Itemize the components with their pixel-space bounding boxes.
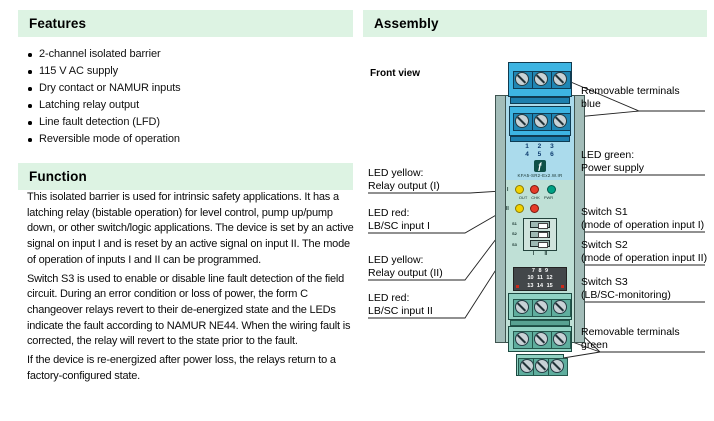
screw-terminal-icon <box>548 358 568 376</box>
label-led-green-power: LED green: Power supply <box>581 149 645 174</box>
label-led-red-lbsc1: LED red: LB/SC input I <box>368 207 430 232</box>
channel2-mark: II <box>506 206 509 212</box>
device-model-label: KFA5-SR2-Ex2.W.IR <box>517 173 563 178</box>
screw-terminal-icon <box>513 113 533 131</box>
channel1-mark: I <box>507 187 509 193</box>
feature-item <box>18 80 348 97</box>
dip-switch-s1 <box>530 221 550 228</box>
feature-text: Reversible mode of operation <box>39 133 180 145</box>
terminal-block-green-1 <box>508 293 572 320</box>
device-diagram <box>495 62 585 378</box>
screw-terminal-icon <box>513 331 533 349</box>
features-list <box>18 46 348 148</box>
bullet-icon <box>28 70 32 74</box>
screw-terminal-icon <box>551 71 571 89</box>
terminal-number-plate <box>513 267 567 291</box>
screw-terminal-icon <box>532 71 552 89</box>
terminal-block-green-2 <box>508 326 572 352</box>
terminal-strip <box>510 136 570 142</box>
dip-switch-s2 <box>530 231 550 238</box>
terminal-numbers-bottom-row1: 7 8 9 <box>531 268 549 274</box>
dip-switch-block <box>523 218 557 251</box>
led-green-power <box>547 185 556 194</box>
label-led-red-lbsc2: LED red: LB/SC input II <box>368 292 433 317</box>
switch-bottom-label: I II <box>532 251 548 257</box>
led-caption: OUT CHK PWR <box>518 195 554 200</box>
switch-label-s2: S2 <box>512 231 517 237</box>
terminal-numbers-top-row2: 4 5 6 <box>525 151 555 158</box>
terminal-strip <box>510 97 570 104</box>
function-text <box>27 190 357 387</box>
function-header <box>18 163 353 190</box>
features-title: Features <box>29 16 87 31</box>
feature-text: Line fault detection (LFD) <box>39 116 160 128</box>
label-switch-s1: Switch S1 (mode of operation input I) <box>581 206 705 231</box>
function-title: Function <box>29 169 87 184</box>
feature-text: 2-channel isolated barrier <box>39 48 161 60</box>
mounting-rail-left <box>495 95 509 343</box>
switch-side-labels <box>512 219 517 250</box>
screw-terminal-icon <box>551 299 571 317</box>
terminal-numbers-bottom-row2: 10 11 12 <box>527 275 553 282</box>
feature-item <box>18 114 348 131</box>
terminal-numbers-top-row1: 1 2 3 <box>525 143 555 150</box>
bullet-icon <box>28 138 32 142</box>
label-switch-s2: Switch S2 (mode of operation input II) <box>581 239 708 264</box>
pf-logo: ƒ <box>534 160 546 172</box>
dip-switch-s3 <box>530 240 550 247</box>
function-paragraph: This isolated barrier is used for intrinsic safety applications. It has a latching relay (bistable operation) for level control, pump up/pump down, or other switch/logic applications. The device is set by an active signal on input I and is reset by an active signal on input II. The mode of operation of inputs I and II can be programmed. <box>27 191 354 266</box>
feature-item <box>18 63 348 80</box>
feature-item <box>18 46 348 63</box>
label-removable-terminals-blue: Removable terminals blue <box>581 85 680 110</box>
screw-terminal-icon <box>532 299 552 317</box>
left-column <box>18 0 355 421</box>
features-header <box>18 10 353 37</box>
terminal-block-blue-top <box>508 62 572 97</box>
bullet-icon <box>28 87 32 91</box>
front-view-label: Front view <box>370 68 421 79</box>
label-led-yellow-relay1: LED yellow: Relay output (I) <box>368 167 440 192</box>
assembly-panel <box>363 0 707 421</box>
bullet-icon <box>28 104 32 108</box>
screw-terminal-icon <box>532 113 552 131</box>
terminal-numbers-bottom-row3: 13 14 15 <box>527 282 553 289</box>
screw-terminal-icon <box>513 299 533 317</box>
screw-terminal-icon <box>532 331 552 349</box>
led-red-lbsc2 <box>530 204 539 213</box>
function-paragraph: If the device is re-energized after power loss, the relays return to a factory-configured state. <box>27 354 336 382</box>
feature-item <box>18 131 348 148</box>
assembly-title: Assembly <box>374 16 439 31</box>
switch-label-s3: S3 <box>512 241 517 247</box>
screw-terminal-icon <box>513 71 533 89</box>
coding-pin-icon <box>561 285 564 288</box>
coding-pin-icon <box>516 285 519 288</box>
feature-text: Dry contact or NAMUR inputs <box>39 82 181 94</box>
bullet-icon <box>28 121 32 125</box>
feature-text: 115 V AC supply <box>39 65 119 77</box>
label-switch-s3: Switch S3 (LB/SC-monitoring) <box>581 276 671 301</box>
terminal-block-blue-lower <box>509 106 571 136</box>
function-paragraph: Switch S3 is used to enable or disable line fault detection of the field circuit. During an error condition or loss of power, the form C changeover relays revert to their de-energized state and the LEDs indicate the fault according to NAMUR NE44. When the wiring fault is corrected, the relay will revert to the state prior to the fault. <box>27 272 351 348</box>
screw-terminal-icon <box>551 113 571 131</box>
bullet-icon <box>28 53 32 57</box>
label-led-yellow-relay2: LED yellow: Relay output (II) <box>368 254 443 279</box>
screw-terminal-icon <box>551 331 571 349</box>
led-red-lbsc1 <box>530 185 539 194</box>
led-yellow-relay2 <box>515 204 524 213</box>
led-yellow-relay1 <box>515 185 524 194</box>
switch-label-s1: S1 <box>512 221 517 226</box>
terminal-block-green-3 <box>516 354 564 376</box>
feature-text: Latching relay output <box>39 99 140 111</box>
label-removable-terminals-green: Removable terminals green <box>581 326 680 351</box>
feature-item <box>18 97 348 114</box>
assembly-header <box>363 10 707 37</box>
